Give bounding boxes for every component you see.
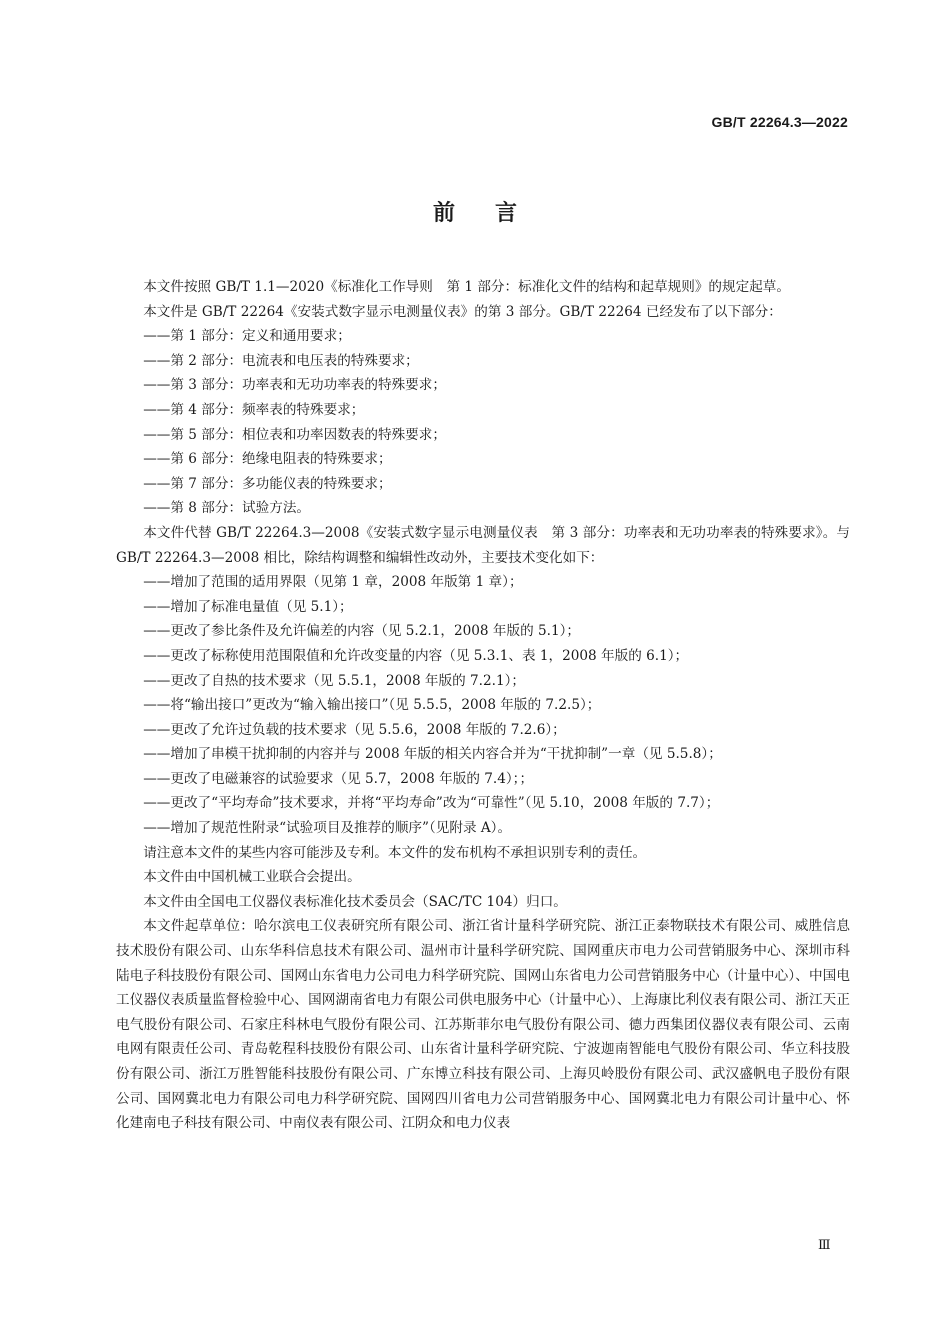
list-item: ——将“输出接口”更改为“输入输出接口”（见 5.5.5，2008 年版的 7.2.5）； [143,697,601,714]
list-item: ——第 3 部分：功率表和无功功率表的特殊要求； [143,377,446,394]
list-item: ——更改了标称使用范围限值和允许改变量的内容（见 5.3.1、表 1，2008 年版的 6.1）； [143,647,689,664]
list-item: ——第 6 部分：绝缘电阻表的特殊要求； [143,451,392,468]
list-item: ——第 4 部分：频率表的特殊要求； [143,401,365,418]
list-item: ——更改了允许过负载的技术要求（见 5.5.6，2008 年版的 7.2.6）； [143,721,566,738]
paragraph-committee: 本文件由全国电工仪器仪表标准化技术委员会（SAC/TC 104）归口。 [143,893,567,910]
parts-list [116,324,850,521]
list-item: ——增加了标准电量值（见 5.1）； [143,598,353,615]
page-number: Ⅲ [818,1238,831,1253]
paragraph-proposer: 本文件由中国机械工业联合会提出。 [143,869,361,886]
paragraph-drafting-rule: 本文件按照 GB/T 1.1—2020《标准化工作导则 第 1 部分：标准化文件的结构和起草规则》的规定起草。 [143,279,790,295]
list-item: ——更改了参比条件及允许偏差的内容（见 5.2.1，2008 年版的 5.1）； [143,623,580,640]
paragraph-replacement: 本文件代替 GB/T 22264.3—2008《安装式数字显示电测量仪表 第 3 部分：功率表和无功功率表的特殊要求》。与 GB/T 22264.3—2008 相比，除结构调整和编辑性改动外，主要技术变化如下： [116,524,850,566]
list-item: ——增加了范围的适用界限（见第 1 章，2008 年版第 1 章）； [143,574,523,591]
foreword-body [116,275,850,1136]
list-item: ——更改了“平均寿命”技术要求，并将“平均寿命”改为“可靠性”（见 5.10，2008 年版的 7.7）； [143,795,720,812]
standard-code: GB/T 22264.3—2022 [711,114,848,130]
paragraph-patent-notice: 请注意本文件的某些内容可能涉及专利。本文件的发布机构不承担识别专利的责任。 [143,844,647,861]
list-item: ——更改了电磁兼容的试验要求（见 5.7，2008 年版的 7.4）；； [143,770,534,787]
list-item: ——第 2 部分：电流表和电压表的特殊要求； [143,352,419,369]
list-item: ——增加了规范性附录“试验项目及推荐的顺序”（见附录 A）。 [143,820,512,837]
list-item: ——第 5 部分：相位表和功率因数表的特殊要求； [143,426,446,443]
changes-list [116,570,850,841]
paragraph-drafting-units: 本文件起草单位：哈尔滨电工仪表研究所有限公司、浙江省计量科学研究院、浙江正泰物联技术有限公司、威胜信息技术股份有限公司、山东华科信息技术有限公司、温州市计量科学研究院、国网重庆市电力公司营销服务中心、深圳市科陆电子科技股份有限公司、国网山东省电力公司电力科学研究院、国网山东省电力公司营销服务中心（计量中心）、中国电工仪器仪表质量监督检验中心、国网湖南省电力有限公司供电服务中心（计量中心）、上海康比利仪表有限公司、浙江天正电气股份有限公司、石家庄科林电气股份有限公司、江苏斯菲尔电气股份有限公司、德力西集团仪器仪表有限公司、云南电网有限责任公司、青岛乾程科技股份有限公司、山东省计量科学研究院、宁波迦南智能电气股份有限公司、华立科技股份有限公司、浙江万胜智能科技股份有限公司、广东博立科技有限公司、上海贝岭股份有限公司、武汉盛帆电子股份有限公司、国网冀北电力有限公司电力科学研究院、国网四川省电力公司营销服务中心、国网冀北电力有限公司计量中心、怀化建南电子科技有限公司、中南仪表有限公司、江阴众和电力仪表 [116,918,850,1132]
paragraph-series-intro: 本文件是 GB/T 22264《安装式数字显示电测量仪表》的第 3 部分。GB/T 22264 已经发布了以下部分： [143,303,782,320]
list-item: ——更改了自热的技术要求（见 5.5.1，2008 年版的 7.2.1）； [143,672,525,689]
list-item: ——第 1 部分：定义和通用要求； [143,328,351,345]
list-item: ——第 7 部分：多功能仪表的特殊要求； [143,475,392,492]
page-title: 前言 [432,201,557,226]
list-item: ——第 8 部分：试验方法。 [143,500,311,517]
list-item: ——增加了串模干扰抑制的内容并与 2008 年版的相关内容合并为“干扰抑制”一章（见 5.5.8）； [143,746,722,763]
